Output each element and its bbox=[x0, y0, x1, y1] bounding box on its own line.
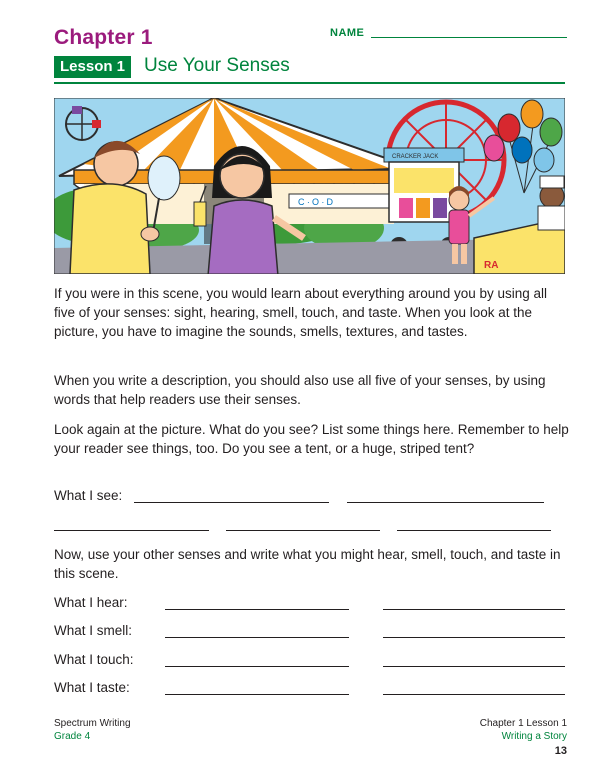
hear-answer-line-1[interactable] bbox=[165, 609, 349, 610]
prompt-hear-label: What I hear: bbox=[54, 595, 128, 610]
prompt-touch-label: What I touch: bbox=[54, 652, 134, 667]
footer-chapter-lesson: Chapter 1 Lesson 1 bbox=[479, 718, 567, 729]
prompt-see-label: What I see: bbox=[54, 488, 123, 503]
name-field-line[interactable] bbox=[371, 37, 567, 38]
footer-grade: Grade 4 bbox=[54, 731, 91, 742]
see-answer-line-3[interactable] bbox=[54, 530, 209, 531]
smell-answer-line-1[interactable] bbox=[165, 637, 349, 638]
lesson-title: Use Your Senses bbox=[144, 55, 290, 76]
cart-sign: CRACKER JACK bbox=[392, 154, 439, 160]
instructions-paragraph: Look again at the picture. What do you see? List some things here. Remember to help your reader see things, too. Do you see a tent, or a huge, striped tent? bbox=[54, 422, 569, 456]
prompt-smell-label: What I smell: bbox=[54, 623, 133, 638]
see-answer-line-5[interactable] bbox=[397, 530, 551, 531]
footer-section: Writing a Story bbox=[501, 731, 567, 742]
description-paragraph: When you write a description, you should also use all five of your senses, by using words that help readers use their senses. bbox=[54, 373, 546, 407]
smell-answer-line-2[interactable] bbox=[383, 637, 565, 638]
taste-answer-line-1[interactable] bbox=[165, 694, 349, 695]
see-answer-line-2[interactable] bbox=[347, 502, 544, 503]
booth-sign: RA bbox=[484, 260, 499, 271]
other-senses-paragraph: Now, use your other senses and write what you might hear, smell, touch, and taste in this scene. bbox=[54, 547, 561, 581]
touch-answer-line-1[interactable] bbox=[165, 666, 349, 667]
touch-answer-line-2[interactable] bbox=[383, 666, 565, 667]
hear-answer-line-2[interactable] bbox=[383, 609, 565, 610]
intro-paragraph: If you were in this scene, you would learn about everything around you by using all five of your senses: sight, hearing, smell, touch, and taste. When you look at the picture, you have to imagine the sounds, smells, textures, and tastes. bbox=[54, 286, 548, 339]
carnival-illustration bbox=[54, 98, 565, 274]
stand-sign: C ∙ O ∙ D bbox=[298, 197, 334, 207]
prompt-taste-label: What I taste: bbox=[54, 680, 130, 695]
carnival-scene-drawing bbox=[54, 98, 565, 274]
see-answer-line-4[interactable] bbox=[226, 530, 380, 531]
name-label: NAME bbox=[330, 27, 365, 39]
lesson-badge: Lesson 1 bbox=[54, 56, 131, 78]
header-rule bbox=[54, 82, 565, 84]
see-answer-line-1[interactable] bbox=[134, 502, 329, 503]
chapter-title: Chapter 1 bbox=[54, 26, 153, 49]
taste-answer-line-2[interactable] bbox=[383, 694, 565, 695]
footer-book-title: Spectrum Writing bbox=[54, 718, 131, 729]
page-number: 13 bbox=[554, 745, 567, 757]
